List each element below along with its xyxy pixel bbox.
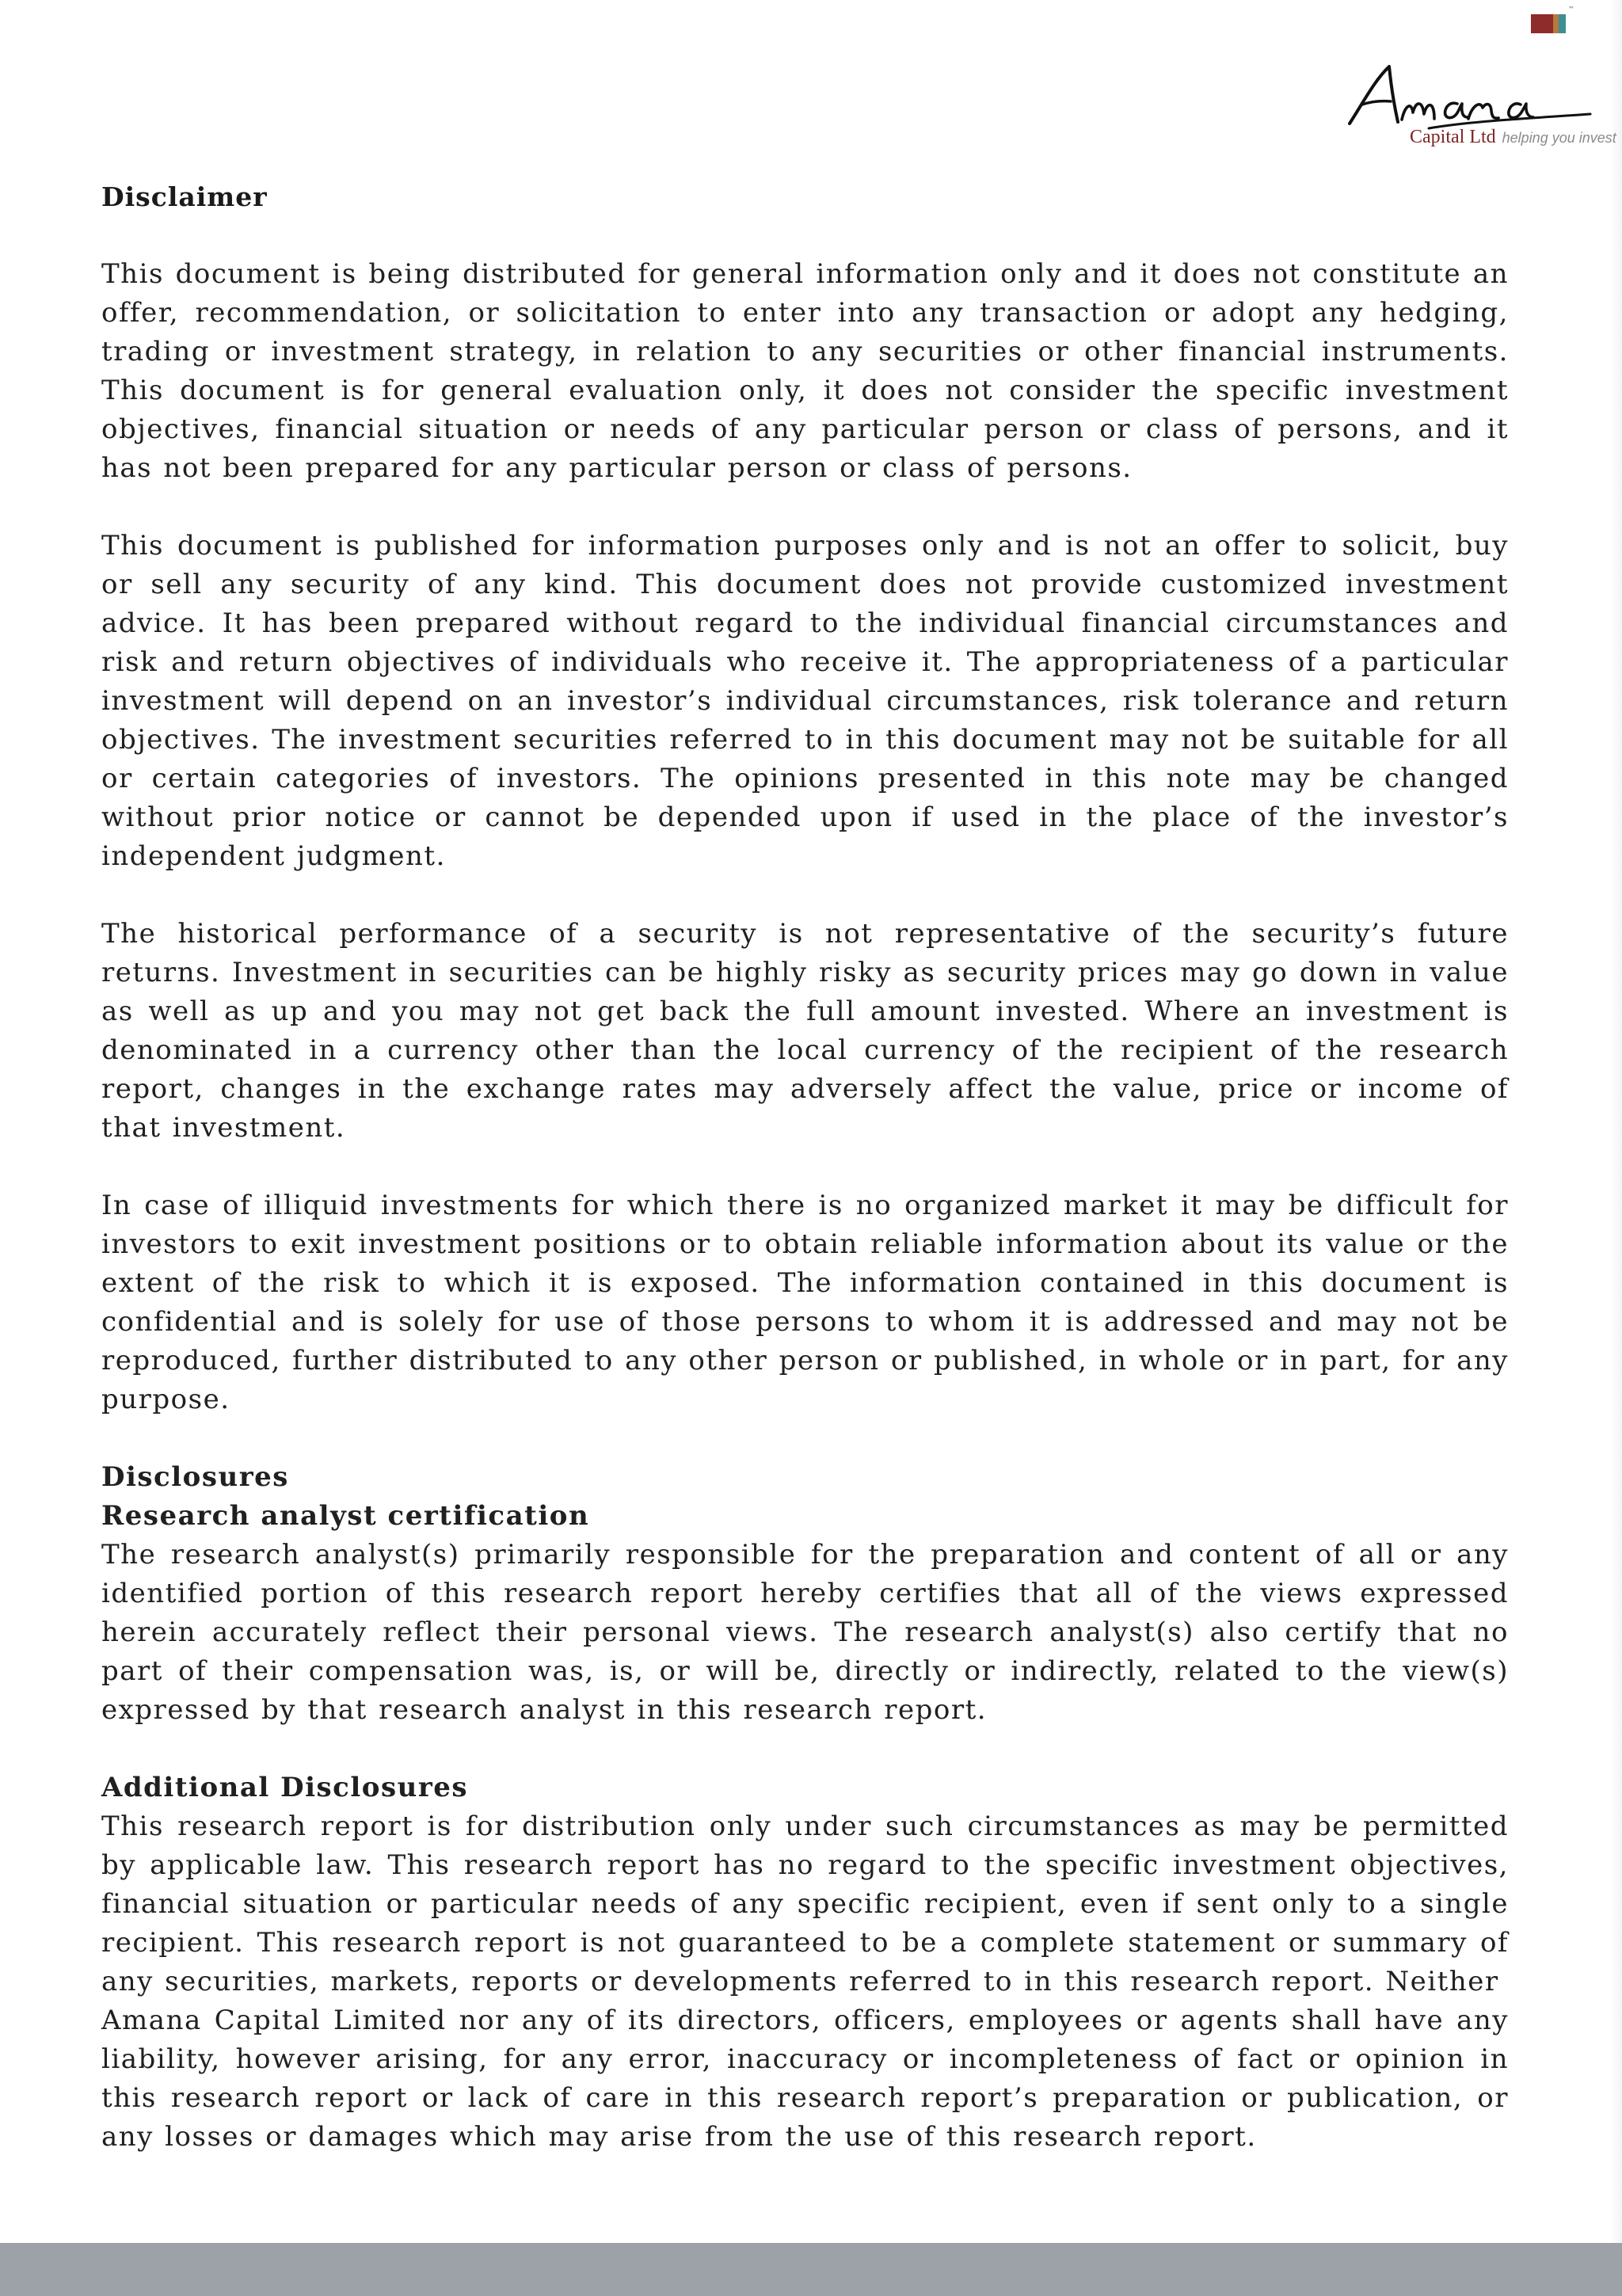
additional-disclosures-paragraph-1: This research report is for distribution only under such circumstances as may be permitted by applicable law. This research report has no regard to the specific investment objectives, financial situation or particular needs of any specific recipient, even if sent only to a single recipient. This research report is not guaranteed to be a complete statement or summary of any securities, markets, reports or developments referred to in this research report. Neither — [101, 1811, 1509, 1997]
disclaimer-paragraph-3: The historical performance of a security is not representative of the security’s future returns. Investment in securities can be highly risky as security prices may go down in value as well as up and you may not get back the full amount invested. Where an investment is denominated in a currency other than the local currency of the recipient of the research report, changes in the exchange rates may adversely affect the value, price or income of that investment. — [101, 918, 1509, 1144]
page-title: Disclaimer — [101, 181, 268, 212]
brand-teal-block — [1559, 14, 1566, 33]
certification-heading: Research analyst certification — [101, 1500, 590, 1532]
footer-band — [0, 2243, 1622, 2296]
logo-company-name: Capital Ltd — [1410, 127, 1496, 147]
logo-tagline: helping you invest — [1502, 130, 1616, 146]
certification-paragraph: The research analyst(s) primarily responsible for the preparation and content of all or any identified portion of this research report hereby certifies that all of the views expressed herein accurately reflect their personal views. The research analyst(s) also certify that no part of their compensation was, is, or will be, directly or indirectly, related to the view(s) expressed by that research analyst in this research report. — [101, 1539, 1509, 1726]
disclaimer-paragraph-4: In case of illiquid investments for which there is no organized market it may be difficult for investors to exit investment positions or to obtain reliable information about its value or the extent of the risk to which it is exposed. The information contained in this document is confidential and is solely for use of those persons to whom it is addressed and may not be reproduced, further distributed to any other person or published, in whole or in part, for any purpose. — [101, 1190, 1509, 1415]
svg-text:Amana: Amana — [1350, 144, 1353, 145]
brand-color-mark-icon — [1531, 14, 1566, 33]
brand-orange-block — [1553, 14, 1559, 33]
page-edge-shadow — [1611, 0, 1622, 2243]
brand-red-block — [1531, 14, 1553, 33]
disclosures-heading: Disclosures — [101, 1461, 289, 1493]
additional-disclosures-heading: Additional Disclosures — [101, 1772, 469, 1803]
logo-subtitle — [1410, 127, 1616, 148]
document-body — [101, 177, 1509, 2195]
additional-disclosures-paragraph-2: Amana Capital Limited nor any of its directors, officers, employees or agents shall have any liability, however arising, for any error, inaccuracy or incompleteness of fact or opinion in this research report or lack of care in this research report’s preparation or publication, or any losses or damages which may arise from the use of this research report. — [101, 2005, 1509, 2153]
disclaimer-paragraph-2: This document is published for information purposes only and is not an offer to solicit, buy or sell any security of any kind. This document does not provide customized investment advice. It has been prepared without regard to the individual financial circumstances and risk and return objectives of individuals who receive it. The appropriateness of a particular investment will depend on an investor’s individual circumstances, risk tolerance and return objectives. The investment securities referred to in this document may not be suitable for all or certain categories of investors. The opinions presented in this note may be changed without prior notice or cannot be depended upon if used in the place of the investor’s independent judgment. — [101, 530, 1509, 872]
trademark-symbol: ™ — [1568, 6, 1574, 13]
disclaimer-paragraph-1: This document is being distributed for general information only and it does not constitute an offer, recommendation, or solicitation to enter into any transaction or adopt any hedging, trading or investment strategy, in relation to any securities or other financial instruments. This document is for general evaluation only, it does not consider the specific investment objectives, financial situation or needs of any particular person or class of persons, and it has not been prepared for any particular person or class of persons. — [101, 258, 1509, 484]
